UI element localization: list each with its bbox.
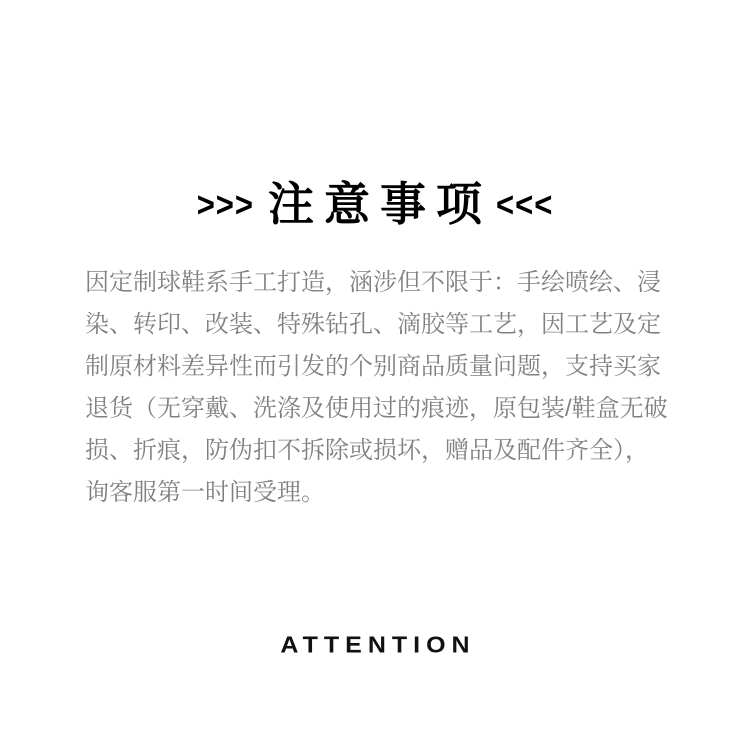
notice-paragraph bbox=[85, 262, 670, 514]
notice-line: 因定制球鞋系手工打造，涵涉但不限于：手绘喷绘、浸 bbox=[85, 269, 661, 296]
notice-line: 损、折痕，防伪扣不拆除或损坏，赠品及配件齐全）， bbox=[85, 437, 649, 464]
notice-line: 询客服第一时间受理。 bbox=[85, 479, 325, 506]
title-right-arrows-decoration: <<< bbox=[496, 183, 554, 225]
notice-line: 退货（无穿戴、洗涤及使用过的痕迹，原包装/鞋盒无破 bbox=[85, 395, 668, 422]
notice-line: 制原材料差异性而引发的个别商品质量问题，支持买家 bbox=[85, 353, 661, 380]
notice-line: 染、转印、改装、特殊钻孔、滴胶等工艺，因工艺及定 bbox=[85, 311, 661, 338]
page-title: 注意事项 bbox=[268, 178, 492, 230]
attention-wordmark: ATTENTION bbox=[280, 632, 476, 658]
page-title-row bbox=[0, 178, 750, 230]
title-left-arrows-decoration: >>> bbox=[196, 183, 254, 225]
